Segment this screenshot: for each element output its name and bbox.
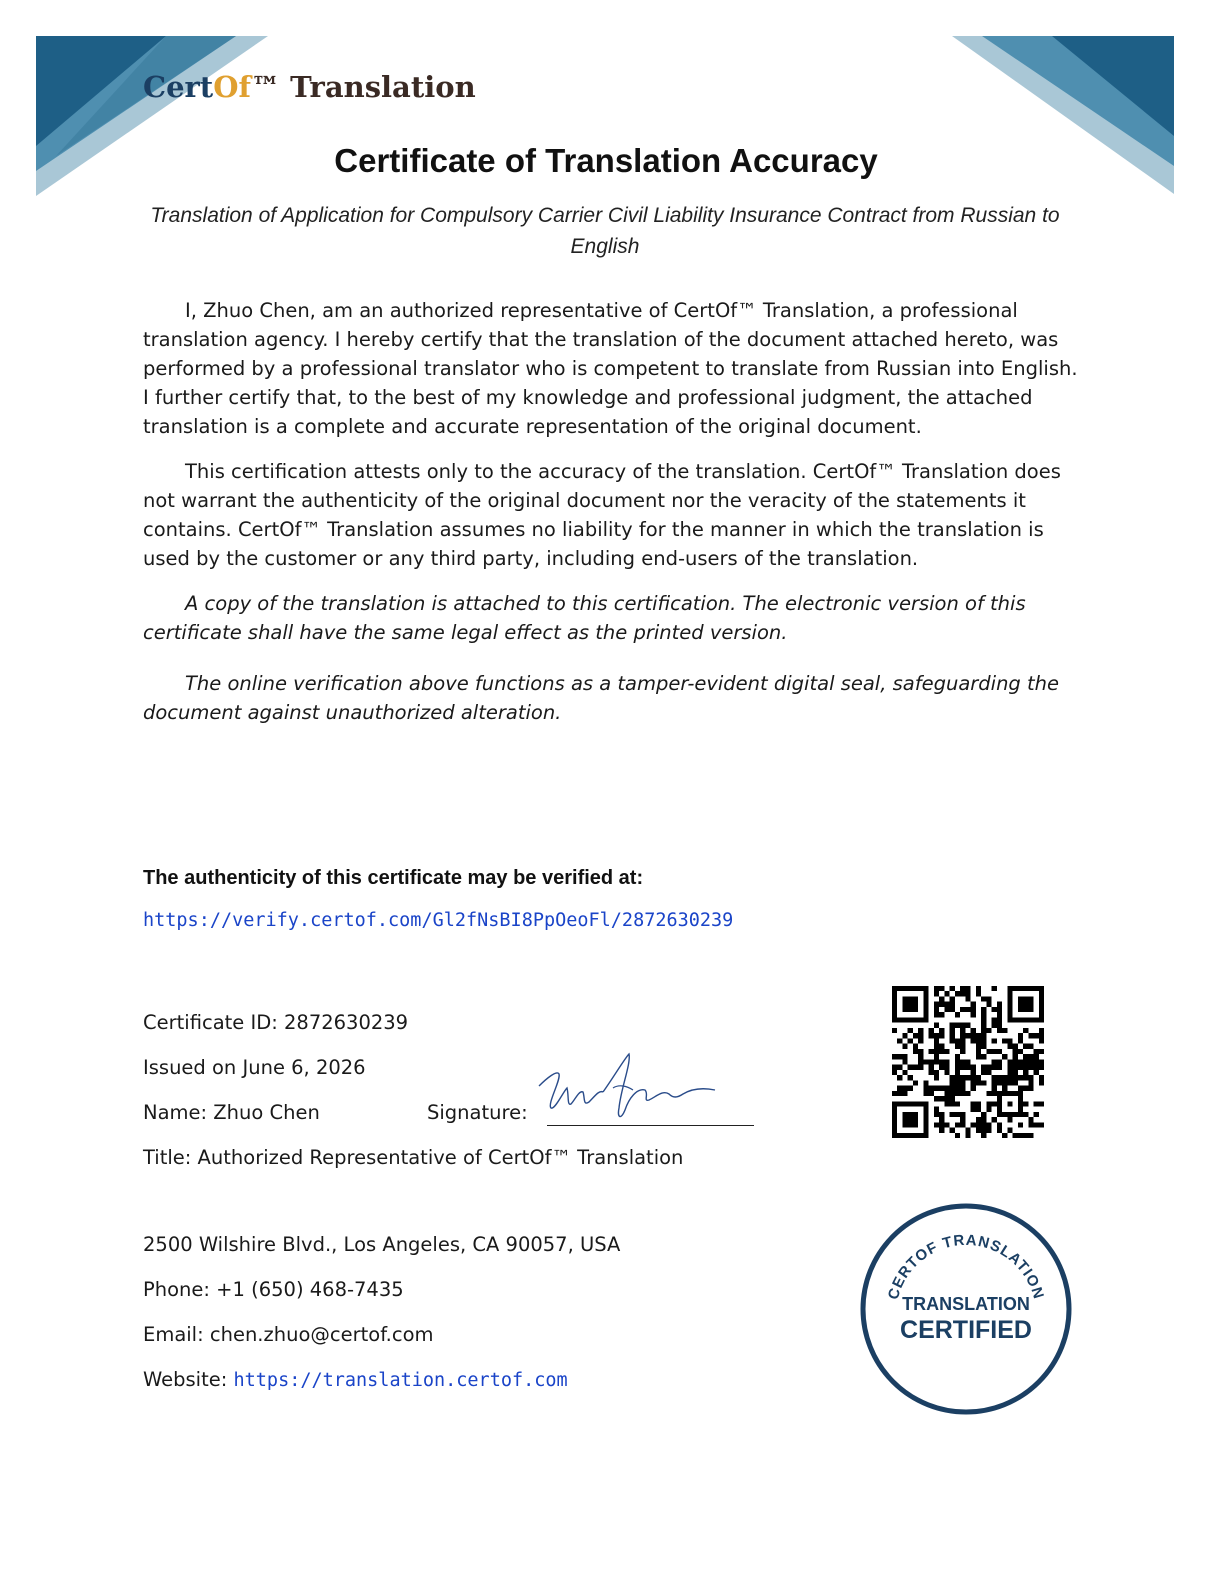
issue-date: Issued on June 6, 2026 (143, 1056, 366, 1079)
seal-line-2: CERTIFIED (900, 1316, 1032, 1344)
signature-line (547, 1125, 754, 1126)
qr-code-icon (892, 986, 1044, 1138)
document-subtitle: Translation of Application for Compulsory Carrier Civil Liability Insurance Contract from Russian to English (150, 204, 1060, 258)
seal-line-1: TRANSLATION (902, 1294, 1030, 1314)
svg-text:CERTOF TRANSLATION (885, 1232, 1047, 1302)
contact-email: Email: chen.zhuo@certof.com (143, 1323, 434, 1346)
signature-label: Signature: (427, 1101, 528, 1124)
paragraph-verification-note: The online verification above functions as a tamper-evident digital seal, safeguarding the document against unauthorized alteration. (143, 672, 1060, 724)
verify-link[interactable]: https://verify.certof.com/Gl2fNsBI8PpOeoFl/2872630239 (143, 910, 734, 931)
signature-image (533, 1048, 723, 1124)
website-label: Website: (143, 1368, 234, 1391)
verify-heading: The authenticity of this certificate may be verified at: (143, 867, 644, 889)
page-title: Certificate of Translation Accuracy (334, 142, 878, 179)
paragraph-disclaimer: This certification attests only to the accuracy of the translation. CertOf™ Translation does not warrant the authenticity of the original document nor the veracity of the statements it contains. CertOf™ Translation assumes no liability for the manner in which the translation is used by the customer or any third party, including end-users of the translation. (143, 460, 1061, 570)
website-link[interactable]: https://translation.certof.com (233, 1370, 568, 1391)
paragraph-copy-note: A copy of the translation is attached to this certification. The electronic version of this certificate shall have the same legal effect as the printed version. (143, 592, 1026, 644)
paragraph-certification: I, Zhuo Chen, am an authorized representative of CertOf™ Translation, a professional translation agency. I hereby certify that the translation of the document attached hereto, was performed by a professional translator who is competent to translate from Russian into English. I further certify that, to the best of my knowledge and professional judgment, the attached translation is a complete and accurate representation of the original document. (143, 299, 1078, 438)
certificate-id: Certificate ID: 2872630239 (143, 1011, 409, 1034)
signer-name: Name: Zhuo Chen (143, 1101, 320, 1124)
company-logo: CertOf™ Translation (143, 70, 476, 104)
contact-address: 2500 Wilshire Blvd., Los Angeles, CA 90057, USA (143, 1233, 621, 1256)
certified-seal-icon (858, 1203, 1074, 1415)
contact-website (143, 1368, 568, 1391)
certification-body (143, 296, 1078, 749)
seal-arc-text: CERTOF TRANSLATION (884, 1231, 1048, 1302)
signer-title: Title: Authorized Representative of CertOf™ Translation (143, 1146, 684, 1169)
contact-phone: Phone: +1 (650) 468-7435 (143, 1278, 404, 1301)
